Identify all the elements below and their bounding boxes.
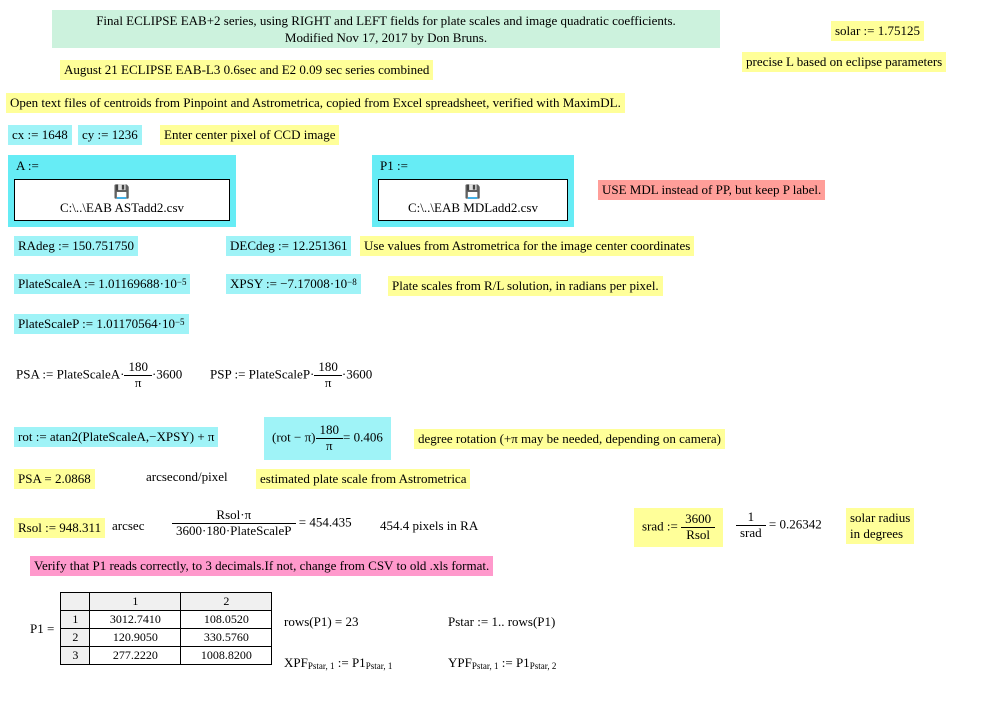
psa-assign: :=	[42, 366, 54, 382]
xpsy-assign: :=	[266, 276, 277, 291]
solar-value: 1.75125	[877, 23, 920, 38]
cy-label: cy	[82, 127, 95, 142]
astrometrica-center-note: Use values from Astrometrica for the image center coordinates	[360, 236, 694, 256]
rsol-assign: :=	[45, 520, 57, 535]
pstar-assign: :=	[477, 614, 489, 629]
inverse-srad-fraction	[736, 510, 766, 541]
psa-equation	[16, 360, 182, 391]
matrix-row-index: 2	[61, 629, 90, 647]
rsol-pixels-equation	[172, 508, 352, 539]
xpsy-label: XPSY	[230, 276, 263, 291]
matrix-row-index: 1	[61, 611, 90, 629]
file-p1-label: P1 :=	[380, 158, 408, 173]
srad-frac-numerator: 3600	[681, 512, 715, 528]
srad-fraction	[681, 512, 715, 543]
table-row	[61, 611, 272, 629]
platescalea-exp-base: 10	[163, 276, 177, 291]
matrix-cell: 1008.8200	[181, 647, 272, 665]
file-a-label: A :=	[16, 158, 39, 173]
matrix-cell: 277.2220	[90, 647, 181, 665]
psa-result-note: estimated plate scale from Astrometrica	[256, 469, 470, 489]
platescalep-exp-base: 10	[161, 316, 175, 331]
cx-label: cx	[12, 127, 25, 142]
ypf-rhs-base: P1	[515, 655, 530, 670]
title-line-1: Final ECLIPSE EAB+2 series, using RIGHT and LEFT fields for plate scales and image quadratic coefficients.	[96, 13, 676, 28]
xpf-rhs-base: P1	[351, 655, 366, 670]
ypf-rhs-subscript: Pstar, 2	[529, 661, 557, 671]
psa-frac-numerator: 180	[124, 360, 152, 376]
inverse-srad-equation	[736, 510, 822, 541]
cx-value: 1648	[41, 127, 68, 142]
matrix-col-header-1: 1	[90, 593, 181, 611]
table-row	[61, 647, 272, 665]
cx-definition	[8, 125, 72, 145]
precise-l-note: precise L based on eclipse parameters	[742, 52, 946, 72]
rot-eval-fraction	[316, 423, 344, 454]
inverse-srad-denominator: srad	[740, 524, 762, 540]
rot-expression: atan2(PlateScaleA,−XPSY) + π	[49, 429, 215, 444]
solar-radius-note-line-1: solar radius	[850, 510, 911, 525]
xpf-rhs-subscript: Pstar, 1	[365, 661, 393, 671]
matrix-col-header-2: 2	[181, 593, 272, 611]
rot-eval-result: = 0.406	[343, 429, 383, 445]
xpf-assign: :=	[337, 655, 349, 670]
cy-definition	[78, 125, 142, 145]
psa-rhs-var: PlateScaleA·	[56, 366, 125, 382]
psp-fraction	[314, 360, 342, 391]
open-text-note: Open text files of centroids from Pinpoint and Astrometrica, copied from Excel spreadsheet, verified with MaximDL.	[6, 93, 625, 113]
pstar-rhs: 1.. rows(P1)	[491, 614, 556, 629]
psp-frac-denominator: π	[324, 374, 332, 390]
rsol-definition	[14, 518, 105, 538]
ypf-lhs-base: YPF	[448, 655, 472, 670]
srad-label: srad	[642, 518, 664, 534]
psp-equation	[210, 360, 372, 391]
verify-note: Verify that P1 reads correctly, to 3 decimals.If not, change from CSV to old .xls format.	[30, 556, 493, 576]
srad-definition	[634, 508, 723, 547]
rsol-frac-result: = 454.435	[298, 514, 352, 530]
pstar-definition	[448, 614, 555, 630]
psp-rhs-var: PlateScaleP·	[248, 366, 315, 382]
xpsy-value: −7.17008	[280, 276, 330, 291]
platescalea-value: 1.01169688	[98, 276, 160, 291]
cy-value: 1236	[111, 127, 138, 142]
xpf-equation	[284, 655, 392, 671]
rsol-fraction	[172, 508, 296, 539]
rot-eval-lhs: (rot − π)	[272, 429, 316, 445]
rot-label: rot	[18, 429, 33, 444]
center-pixel-note: Enter center pixel of CCD image	[160, 125, 339, 145]
solar-label: solar	[835, 23, 861, 38]
pstar-lhs: Pstar	[448, 614, 474, 629]
rot-definition	[14, 427, 218, 447]
platescalep-definition: PlateScaleP := $1.01170564\cdot 10^{-5}$	[14, 314, 189, 334]
xpsy-definition: XPSY := $-7.17008\cdot 10^{-8}$	[226, 274, 361, 294]
subtitle-series: August 21 ECLIPSE EAB-L3 0.6sec and E2 0.09 sec series combined	[60, 60, 433, 80]
inverse-srad-result: = 0.26342	[768, 516, 822, 532]
matrix-cell: 108.0520	[181, 611, 272, 629]
matrix-corner-cell	[61, 593, 90, 611]
ypf-assign: :=	[501, 655, 513, 670]
platescalea-exp: −5	[176, 277, 187, 287]
ypf-equation	[448, 655, 556, 671]
file-input-p1-block[interactable]	[372, 155, 574, 227]
radeg-value: 150.751750	[72, 238, 135, 253]
matrix-display	[30, 592, 272, 665]
solar-radius-note	[846, 508, 914, 544]
file-a-path: C:\..\EAB ASTadd2.csv	[59, 200, 185, 215]
xpf-lhs-base: XPF	[284, 655, 308, 670]
rot-evaluation	[264, 417, 391, 460]
mdl-note: USE MDL instead of PP, but keep P label.	[598, 180, 825, 200]
rot-eval-denominator: π	[325, 437, 333, 453]
platescalep-label: PlateScaleP	[18, 316, 79, 331]
file-input-a-block[interactable]	[8, 155, 236, 227]
title-line-2: Modified Nov 17, 2017 by Don Bruns.	[284, 30, 488, 45]
psa-fraction	[124, 360, 152, 391]
rsol-frac-denominator: 3600·180·PlateScaleP	[176, 522, 292, 538]
decdeg-definition	[226, 236, 351, 256]
rot-assign: :=	[35, 429, 47, 444]
rsol-label: Rsol	[18, 520, 42, 535]
platescale-note: Plate scales from R/L solution, in radians per pixel.	[388, 276, 663, 296]
inverse-srad-numerator: 1	[736, 510, 766, 526]
radeg-definition	[14, 236, 138, 256]
psa-frac-denominator: π	[134, 374, 142, 390]
xpsy-exp-base: 10	[334, 276, 348, 291]
psa-result-unit: arcsecond/pixel	[146, 469, 228, 484]
cy-assign: :=	[97, 127, 109, 142]
psp-tail: ·3600	[341, 366, 373, 382]
rotation-note: degree rotation (+π may be needed, depending on camera)	[414, 429, 725, 449]
psa-result-value: PSA = 2.0868	[14, 469, 95, 489]
document-title-block	[52, 10, 720, 48]
psp-assign: :=	[234, 366, 246, 382]
rsol-value: 948.311	[59, 520, 102, 535]
cx-assign: :=	[27, 127, 39, 142]
solar-assign: :=	[863, 23, 875, 38]
ypf-lhs-subscript: Pstar, 1	[471, 661, 499, 671]
disk-icon: 💾	[464, 184, 482, 199]
table-row	[61, 629, 272, 647]
solar-definition	[831, 21, 924, 41]
file-a-box[interactable]	[14, 179, 230, 221]
psp-frac-numerator: 180	[314, 360, 342, 376]
file-p1-path: C:\..\EAB MDLadd2.csv	[408, 200, 538, 215]
decdeg-assign: :=	[278, 238, 289, 253]
rows-expression: rows(P1) = 23	[284, 614, 359, 629]
platescalea-definition: PlateScaleA := $1.01169688\cdot 10^{-5}$	[14, 274, 190, 294]
matrix-label: P1 =	[30, 620, 55, 636]
xpsy-exp: −8	[347, 277, 357, 287]
radeg-assign: :=	[58, 238, 70, 253]
disk-icon: 💾	[113, 184, 131, 199]
matrix-table	[60, 592, 272, 665]
psa-lhs: PSA	[16, 366, 40, 382]
xpf-lhs-subscript: Pstar, 1	[307, 661, 335, 671]
psa-tail: ·3600	[151, 366, 183, 382]
matrix-header-row	[61, 593, 272, 611]
rsol-pixels-note: 454.4 pixels in RA	[380, 518, 479, 533]
platescalep-exp: −5	[174, 317, 185, 327]
rsol-frac-numerator: Rsol·π	[172, 508, 296, 524]
decdeg-label: DECdeg	[230, 238, 275, 253]
srad-frac-denominator: Rsol	[686, 526, 711, 542]
radeg-label: RAdeg	[18, 238, 55, 253]
matrix-cell: 120.9050	[90, 629, 181, 647]
psp-lhs: PSP	[210, 366, 232, 382]
decdeg-value: 12.251361	[292, 238, 348, 253]
matrix-cell: 3012.7410	[90, 611, 181, 629]
srad-assign: :=	[666, 518, 678, 534]
platescalep-value: 1.01170564	[96, 316, 158, 331]
file-p1-box[interactable]	[378, 179, 568, 221]
solar-radius-note-line-2: in degrees	[850, 526, 904, 541]
rot-eval-numerator: 180	[316, 423, 344, 439]
rsol-unit: arcsec	[112, 518, 145, 533]
platescalea-label: PlateScaleA	[18, 276, 81, 291]
platescalep-assign: :=	[82, 316, 94, 331]
platescalea-assign: :=	[84, 276, 96, 291]
matrix-cell: 330.5760	[181, 629, 272, 647]
matrix-row-index: 3	[61, 647, 90, 665]
